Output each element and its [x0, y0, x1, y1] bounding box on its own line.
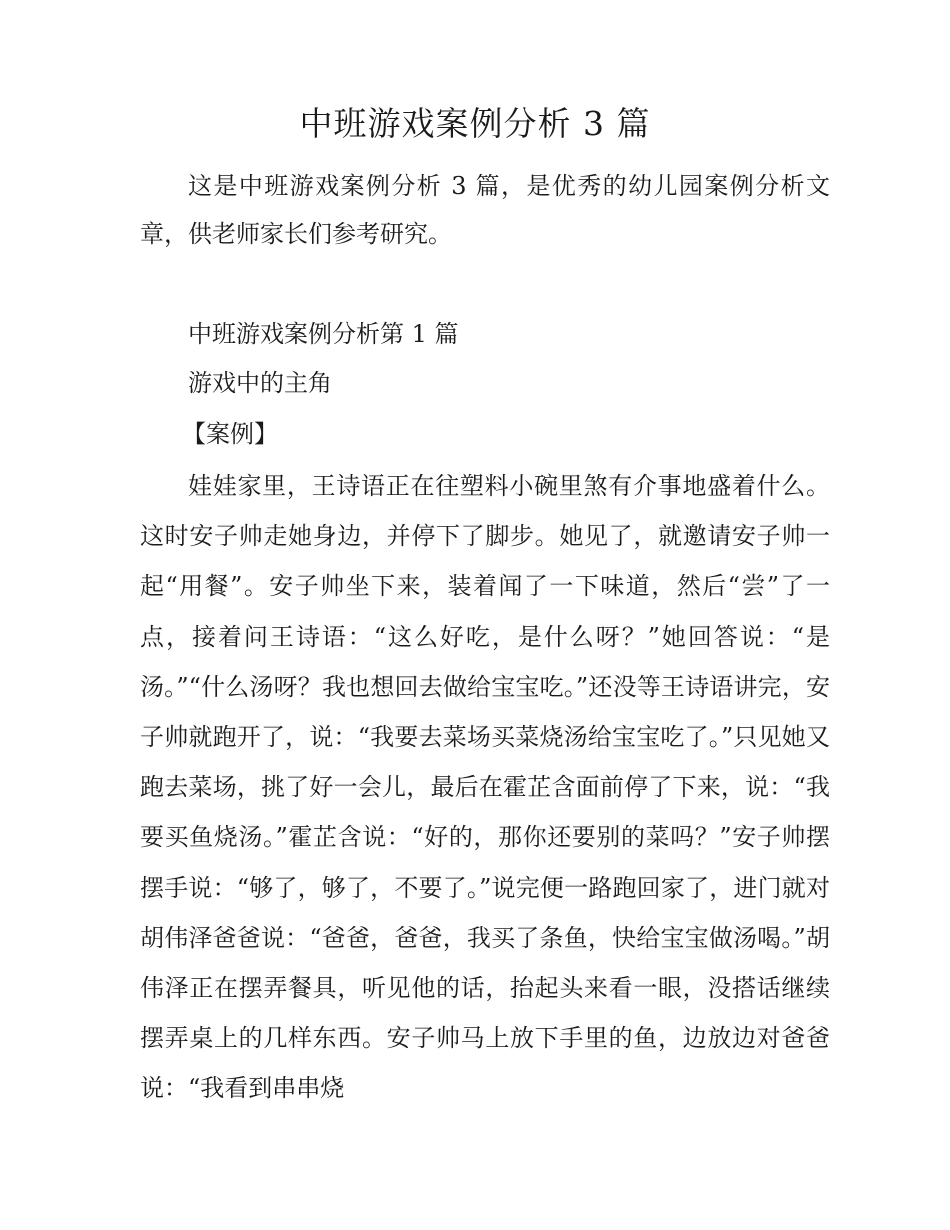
story-paragraph: 娃娃家里，王诗语正在往塑料小碗里煞有介事地盛着什么。这时安子帅走她身边，并停下了脚步。她见了，就邀请安子帅一起“用餐”。安子帅坐下来，装着闻了一下味道，然后“尝”了一点，接着问王诗语：“这么好吃，是什么呀？”她回答说：“是汤。”“什么汤呀？我也想回去做给宝宝吃。”还没等王诗语讲完，安子帅就跑开了，说：“我要去菜场买菜烧汤给宝宝吃了。”只见她又跑去菜场，挑了好一会儿，最后在霍芷含面前停了下来，说：“我要买鱼烧汤。”霍芷含说：“好的，那你还要别的菜吗？”安子帅摆摆手说：“够了，够了，不要了。”说完便一路跑回家了，进门就对胡伟泽爸爸说：“爸爸，爸爸，我买了条鱼，快给宝宝做汤喝。”胡伟泽正在摆弄餐具，听见他的话，抬起头来看一眼，没搭话继续摆弄桌上的几样东西。安子帅马上放下手里的鱼，边放边对爸爸说：“我看到串串烧 — [140, 472, 830, 1103]
intro-paragraph: 这是中班游戏案例分析 3 篇，是优秀的幼儿园案例分析文章，供老师家长们参考研究。 — [140, 172, 830, 248]
article-title: 游戏中的主角 — [188, 369, 332, 397]
document-title: 中班游戏案例分析 3 篇 — [299, 104, 651, 143]
case-label: 【案例】 — [182, 420, 278, 448]
section-heading: 中班游戏案例分析第 1 篇 — [188, 320, 459, 348]
